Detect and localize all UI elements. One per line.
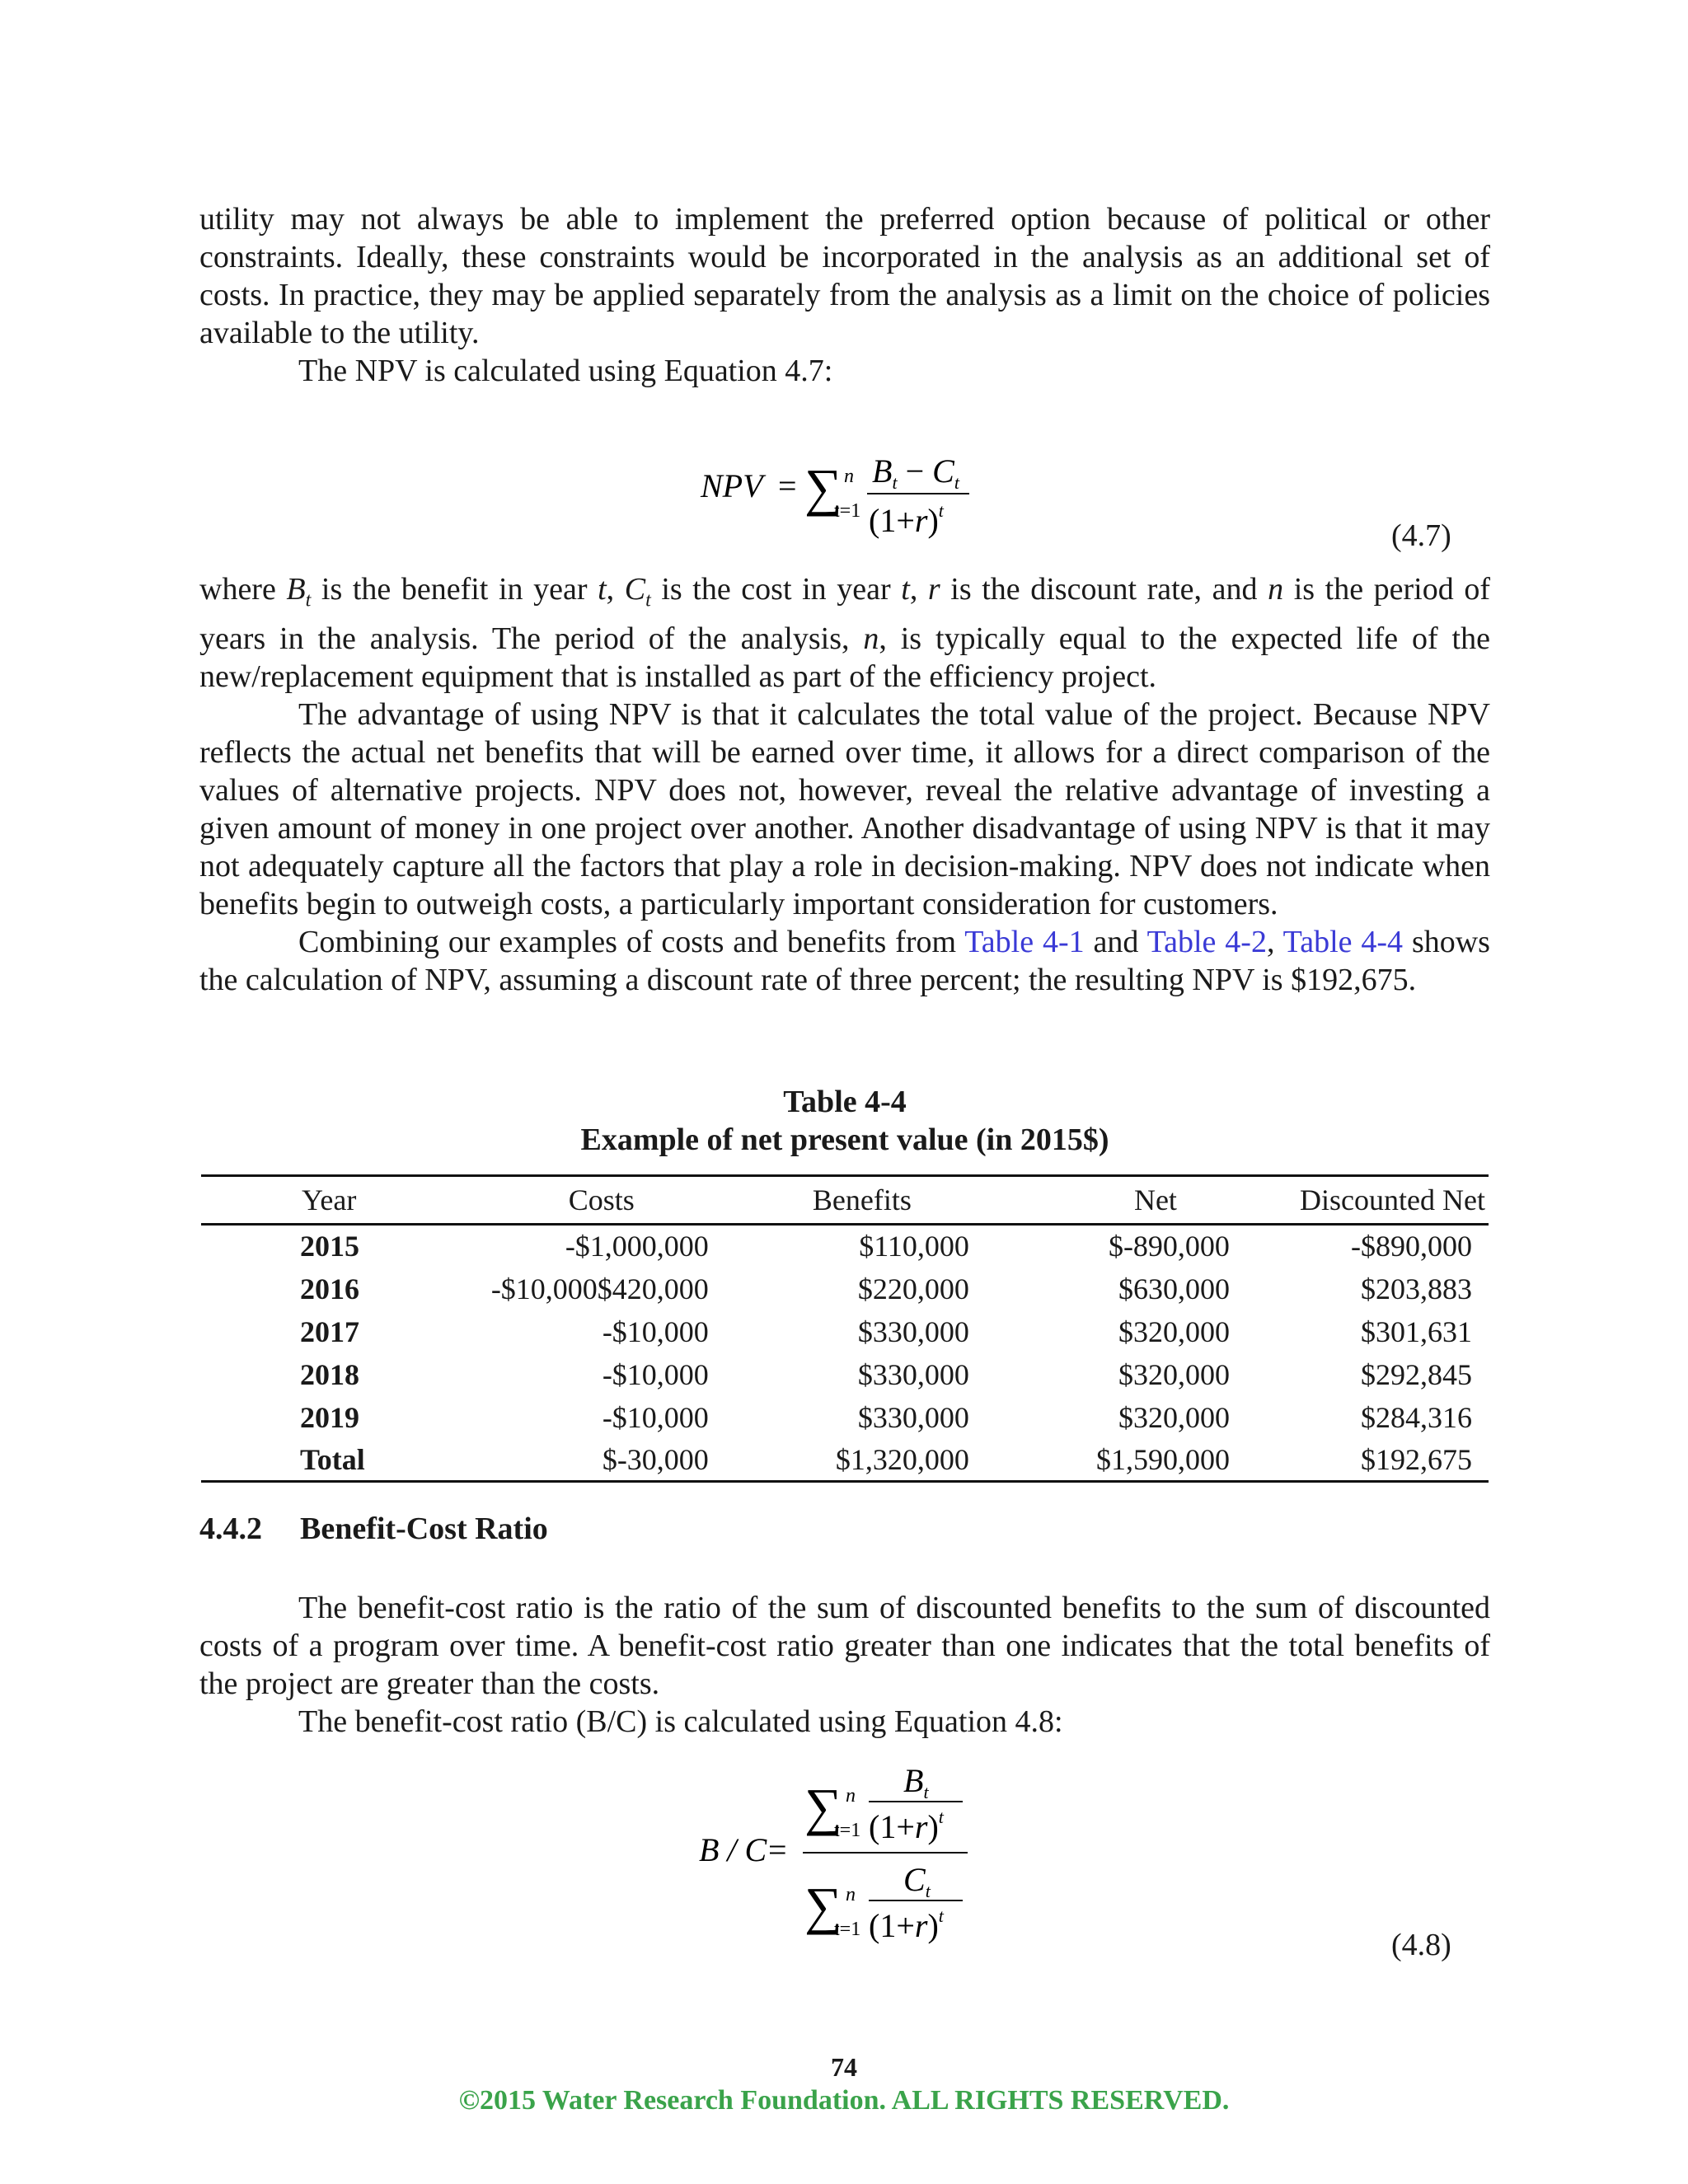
cell-benefits: $110,000 bbox=[859, 1230, 969, 1263]
cell-benefits: $1,320,000 bbox=[835, 1442, 969, 1476]
p5-text: shows the calculation of NPV, assuming a discount rate of three percent; the resulting NPV is $192,675. bbox=[199, 924, 1490, 997]
sigma-symbol: ∑ bbox=[804, 1877, 842, 1935]
eq48-bottom-numerator: $C_t$ bbox=[903, 1861, 931, 1901]
table-row bbox=[201, 1353, 1489, 1396]
p3-text: where bbox=[199, 572, 287, 607]
section-title: Benefit-Cost Ratio bbox=[300, 1511, 548, 1546]
p3-text: , bbox=[909, 572, 928, 607]
eq47-sum-lower: t=1 bbox=[834, 500, 861, 522]
cell-costs: -$10,000 bbox=[602, 1357, 709, 1391]
section-heading bbox=[199, 1511, 548, 1547]
paragraph-npv-intro: The NPV is calculated using Equation 4.7: bbox=[298, 354, 833, 388]
link-table-4-2[interactable]: Table 4-2 bbox=[1146, 924, 1267, 959]
cell-year: 2015 bbox=[300, 1230, 359, 1263]
cell-year: 2019 bbox=[300, 1400, 359, 1434]
cell-net: $1,590,000 bbox=[1095, 1442, 1230, 1476]
sigma-symbol: ∑ bbox=[804, 458, 842, 517]
cell-benefits: $330,000 bbox=[857, 1400, 969, 1434]
var-b-subscript: t bbox=[305, 589, 312, 612]
eq48-top-sum-lower: t=1 bbox=[834, 1820, 861, 1841]
table-header-row bbox=[201, 1176, 1489, 1225]
var-b: B bbox=[286, 572, 306, 607]
var-t: t bbox=[901, 572, 910, 607]
equation-4-7 bbox=[692, 441, 989, 548]
p5-text: , bbox=[1266, 924, 1283, 959]
eq48-lhs: B / C bbox=[699, 1831, 767, 1868]
eq48-bottom-sum-lower: t=1 bbox=[834, 1919, 861, 1940]
p3-text: is the cost in year bbox=[650, 572, 902, 607]
table-total-row bbox=[201, 1439, 1489, 1482]
p5-text: Combining our examples of costs and benefits from bbox=[298, 924, 965, 959]
bc-text bbox=[199, 1589, 1490, 1741]
cell-year: 2018 bbox=[300, 1357, 359, 1391]
eq48-equals: = bbox=[768, 1831, 787, 1868]
paragraph-bc-definition: The benefit-cost ratio is the ratio of the sum of discounted benefits to the sum of discounted costs of a program over time. A benefit-cost ratio greater than one indicates that the total benefits of the project are greater than the costs. bbox=[199, 1591, 1490, 1701]
cell-net: $320,000 bbox=[1118, 1357, 1230, 1391]
cell-costs: -$10,000 bbox=[602, 1315, 709, 1348]
p3-text: is the benefit in year bbox=[311, 572, 598, 607]
var-c-subscript: t bbox=[645, 589, 651, 612]
header-year: Year bbox=[302, 1183, 357, 1216]
cell-costs: -$10,000 bbox=[602, 1400, 709, 1434]
header-benefits: Benefits bbox=[812, 1183, 912, 1216]
link-table-4-4[interactable]: Table 4-4 bbox=[1282, 924, 1404, 959]
paragraph-bc-intro: The benefit-cost ratio (B/C) is calculated using Equation 4.8: bbox=[298, 1704, 1063, 1739]
npv-table bbox=[201, 1174, 1489, 1483]
eq48-top-numerator: $B_t$ bbox=[903, 1762, 929, 1802]
table-title: Table 4-4 bbox=[783, 1085, 907, 1119]
table-row bbox=[201, 1310, 1489, 1353]
paragraph-combining-examples bbox=[199, 923, 1490, 999]
cell-discounted-net: -$890,000 bbox=[1351, 1230, 1472, 1263]
eq47-denominator: $(1+r)^t$ bbox=[869, 500, 944, 539]
p3-text: , bbox=[606, 572, 625, 607]
header-costs: Costs bbox=[568, 1183, 635, 1216]
table-subtitle: Example of net present value (in 2015$) bbox=[580, 1122, 1109, 1157]
paragraph-constraints: utility may not always be able to implement the preferred option because of political or other constraints. Ideally, these constraints would be incorporated in the analysis as an additional set of costs. In practice, they may be applied separately from the analysis as a limit on the choice of policies available to the utility. bbox=[199, 202, 1490, 350]
cell-costs: $-30,000 bbox=[602, 1442, 709, 1476]
header-discounted-net: Discounted Net bbox=[1300, 1183, 1485, 1216]
equation-4-8 bbox=[692, 1755, 989, 1945]
table-row bbox=[201, 1396, 1489, 1439]
cell-net: $630,000 bbox=[1118, 1272, 1230, 1305]
cell-net: $320,000 bbox=[1118, 1315, 1230, 1348]
cell-net: $-890,000 bbox=[1108, 1230, 1230, 1263]
cell-costs: -$1,000,000 bbox=[565, 1230, 709, 1263]
paragraph-npv-advantages: The advantage of using NPV is that it calculates the total value of the project. Because NPV reflects the actual net benefits that will be earned over time, it allows for a direct comparison of the values of alternative projects. NPV does not, however, reveal the relative advantage of investing a given amount of money in one project over another. Another disadvantage of using NPV is that it may not adequately capture all the factors that play a role in decision-making. NPV does not indicate when benefits begin to outweigh costs, a particularly important consideration for customers. bbox=[199, 696, 1490, 921]
eq48-bottom-denominator: $(1+r)^t$ bbox=[869, 1905, 944, 1944]
intro-text bbox=[199, 200, 1490, 390]
eq47-sum-upper: n bbox=[844, 466, 854, 487]
cell-discounted-net: $292,845 bbox=[1361, 1357, 1472, 1391]
copyright-notice: ©2015 Water Research Foundation. ALL RIGHTS RESERVED. bbox=[458, 2085, 1230, 2116]
eq47-equals: = bbox=[778, 467, 797, 504]
cell-year: 2017 bbox=[300, 1315, 359, 1348]
eq47-lhs: NPV bbox=[701, 467, 763, 504]
section-number: 4.4.2 bbox=[199, 1511, 262, 1546]
cell-benefits: $220,000 bbox=[857, 1272, 969, 1305]
cell-discounted-net: $301,631 bbox=[1361, 1315, 1472, 1348]
equation-4-8-number: (4.8) bbox=[1391, 1928, 1451, 1962]
header-net: Net bbox=[1133, 1183, 1177, 1216]
var-t: t bbox=[598, 572, 607, 607]
equation-4-7-number: (4.7) bbox=[1391, 518, 1451, 553]
cell-year: Total bbox=[300, 1442, 365, 1476]
cell-discounted-net: $192,675 bbox=[1361, 1442, 1472, 1476]
eq48-top-denominator: $(1+r)^t$ bbox=[869, 1807, 944, 1845]
p3-text: , is typically equal to the expected life of the new/replacement equipment that is installed as part of the efficiency project. bbox=[199, 621, 1490, 694]
sigma-symbol: ∑ bbox=[804, 1778, 842, 1836]
cell-year: 2016 bbox=[300, 1272, 359, 1305]
link-table-4-1[interactable]: Table 4-1 bbox=[964, 924, 1085, 959]
cell-costs: -$10,000$420,000 bbox=[490, 1272, 709, 1305]
var-n: n bbox=[1268, 572, 1284, 607]
var-c: C bbox=[624, 572, 646, 607]
cell-benefits: $330,000 bbox=[857, 1357, 969, 1391]
cell-benefits: $330,000 bbox=[857, 1315, 969, 1348]
paragraph-variables bbox=[199, 570, 1490, 999]
table-row bbox=[201, 1225, 1489, 1268]
cell-net: $320,000 bbox=[1118, 1400, 1230, 1434]
cell-discounted-net: $284,316 bbox=[1361, 1400, 1472, 1434]
var-n: n bbox=[863, 621, 879, 656]
eq48-bottom-sum-upper: n bbox=[846, 1884, 856, 1905]
p5-text: and bbox=[1084, 924, 1147, 959]
cell-discounted-net: $203,883 bbox=[1361, 1272, 1472, 1305]
var-r: r bbox=[927, 572, 940, 607]
p3-text: is the period of years in the analysis. The period of the analysis, bbox=[199, 572, 1490, 656]
eq47-numerator: $B_t - C_t$ bbox=[872, 452, 959, 493]
table-row bbox=[201, 1268, 1489, 1310]
eq48-top-sum-upper: n bbox=[846, 1785, 856, 1807]
page-number: 74 bbox=[831, 2052, 857, 2082]
p3-text: is the discount rate, and bbox=[940, 572, 1268, 607]
